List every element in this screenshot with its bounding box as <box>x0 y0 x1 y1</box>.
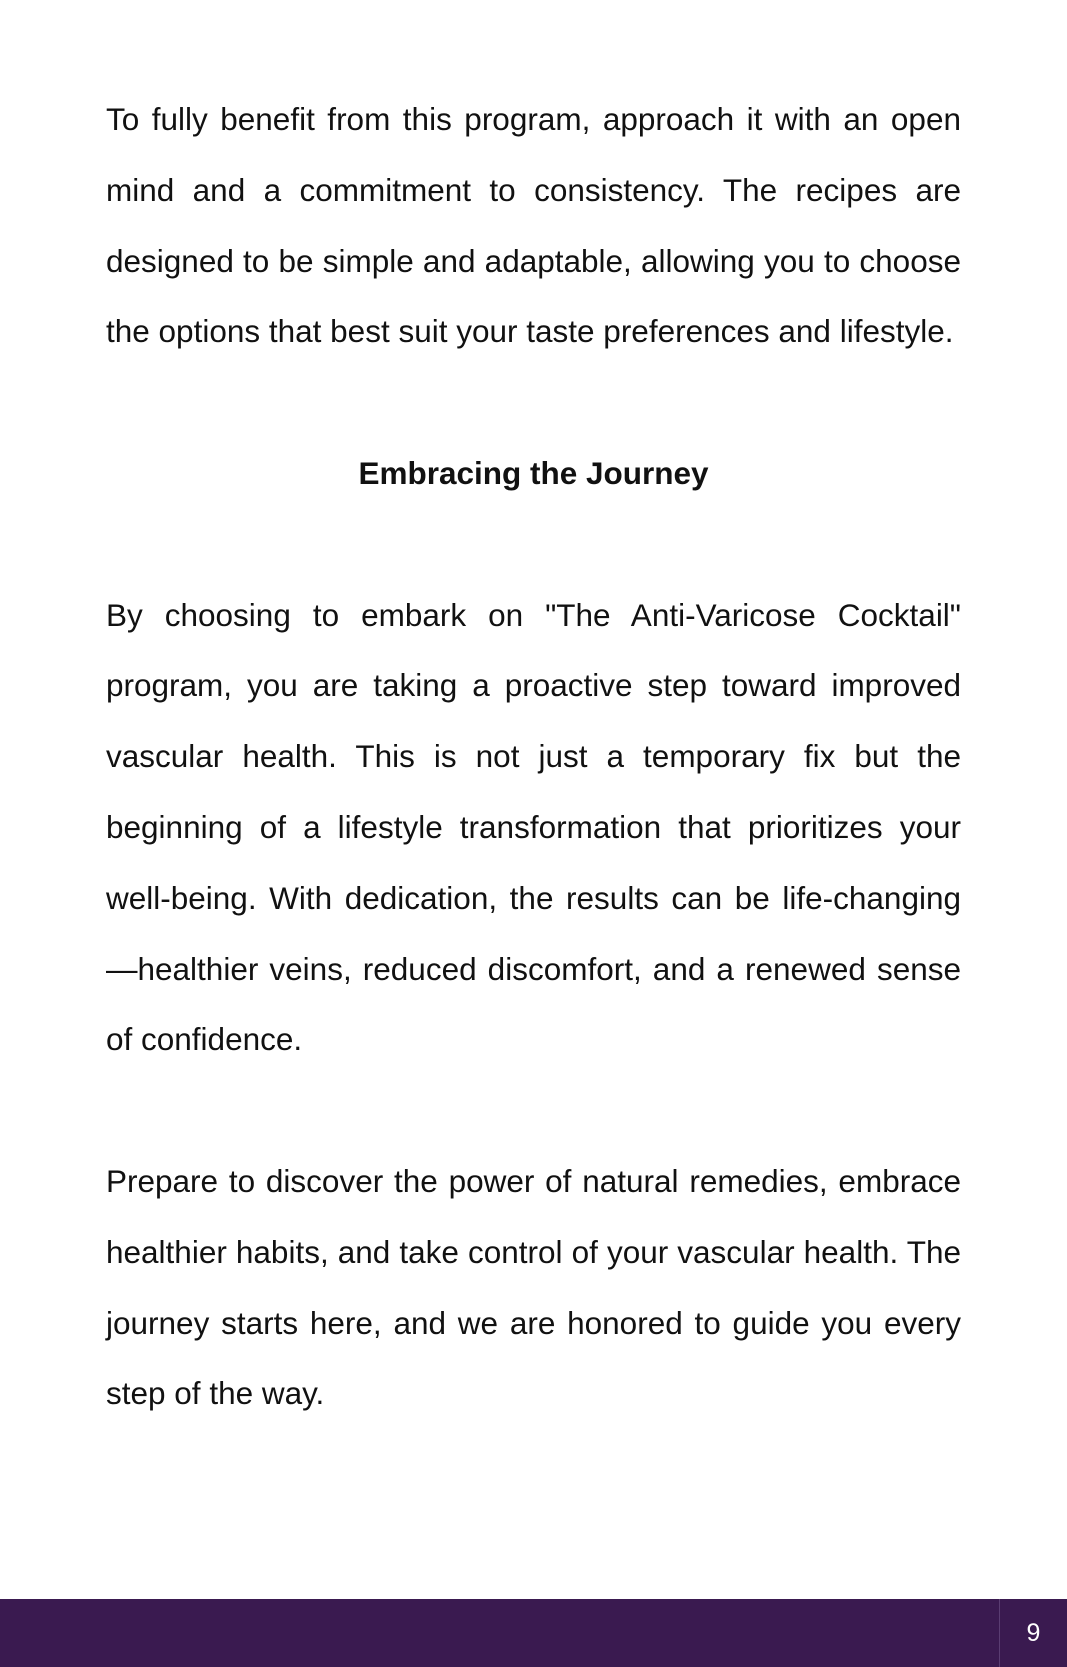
page-number: 9 <box>999 1599 1067 1667</box>
body-paragraph: By choosing to embark on "The Anti-Varicose Cocktail" program, you are taking a proactive step toward improved vascular health. This is not just a temporary fix but the beginning of a lifestyle transformation that prioritizes your well-being. With dedication, the results can be life-changing—healthier veins, reduced discomfort, and a renewed sense of confidence. <box>106 596 961 1058</box>
intro-paragraph: To fully benefit from this program, approach it with an open mind and a commitment to consistency. The recipes are designed to be simple and adaptable, allowing you to choose the options that best suit your taste preferences and lifestyle. <box>106 101 961 350</box>
paragraph-spacer <box>106 509 961 580</box>
section-heading: Embracing the Journey <box>358 454 709 491</box>
body-paragraph: Prepare to discover the power of natural remedies, embrace healthier habits, and take control of your vascular health. The journey starts here, and we are honored to guide you every step of the way. <box>106 1162 961 1412</box>
paragraph-spacer <box>106 367 961 438</box>
footer-bar <box>0 1599 1067 1667</box>
page-body <box>106 84 961 1429</box>
paragraph-spacer <box>106 1075 961 1146</box>
